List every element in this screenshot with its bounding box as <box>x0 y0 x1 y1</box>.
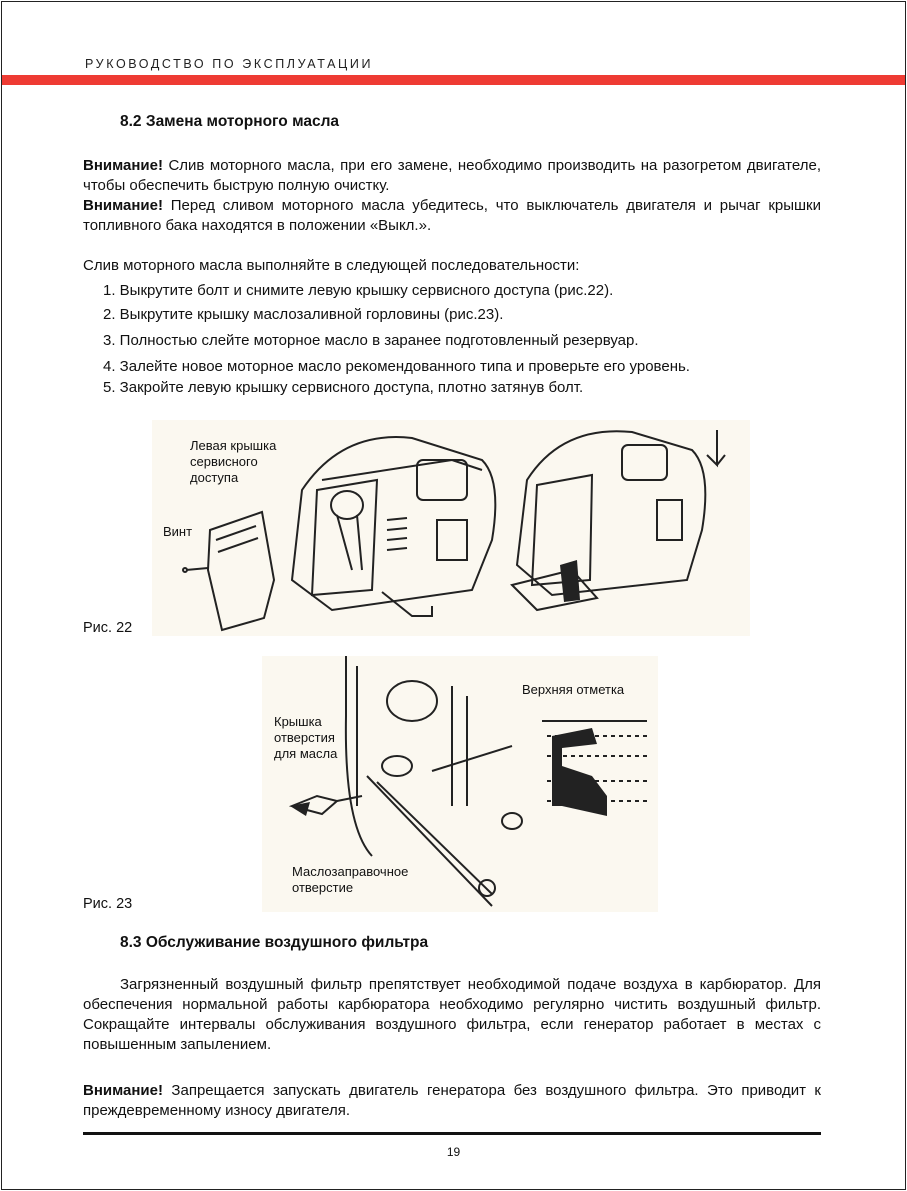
warning-text: Слив моторного масла, при его замене, необходимо производить на разогретом двигателе, чтобы обеспечить быструю полную очистку. <box>83 157 821 194</box>
figure-22-caption: Рис. 22 <box>83 620 133 636</box>
label-upper-mark: Верхняя отметка <box>522 682 625 697</box>
list-item: 5. Закройте левую крышку сервисного доступа, плотно затянув болт. <box>103 379 584 396</box>
filter-warning <box>83 1081 821 1121</box>
figure-22-illustration <box>152 420 750 636</box>
footer-rule <box>83 1132 821 1135</box>
label-cover: Левая крышка сервисного доступа <box>190 438 277 485</box>
section-heading-oil: 8.2 Замена моторного масла <box>120 113 340 130</box>
figure-23-illustration <box>262 656 658 912</box>
list-item: 4. Залейте новое моторное масло рекомендованного типа и проверьте его уровень. <box>103 358 690 375</box>
header-accent-bar <box>2 75 905 85</box>
list-item: 1. Выкрутите болт и снимите левую крышку сервисного доступа (рис.22). <box>103 282 614 299</box>
page-number: 19 <box>446 1145 461 1159</box>
running-header: РУКОВОДСТВО ПО ЭКСПЛУАТАЦИИ <box>85 57 374 71</box>
warning-text: Запрещается запускать двигатель генератора без воздушного фильтра. Это приводит к преждевременному износу двигателя. <box>83 1082 821 1119</box>
section-heading-filter: 8.3 Обслуживание воздушного фильтра <box>120 934 429 951</box>
label-oil-filler: Маслозаправочное отверстие <box>292 864 409 895</box>
filter-paragraph: Загрязненный воздушный фильтр препятствует необходимой подаче воздуха в карбюратор. Для обеспечения нормальной работы карбюратора необходимо регулярно чистить воздушный фильтр. Сокращайте интервалы обслуживания воздушного фильтра, если генератор работает в местах с повышенным запылением. <box>83 976 821 1053</box>
warning-paragraph-2 <box>83 196 821 236</box>
label-oil-cap: Крышка отверстия для масла <box>274 714 338 761</box>
warning-label: Внимание! <box>83 157 163 174</box>
list-item: 3. Полностью слейте моторное масло в заранее подготовленный резервуар. <box>103 332 639 349</box>
label-screw: Винт <box>163 524 193 539</box>
figure-23-caption: Рис. 23 <box>83 896 133 912</box>
warning-label: Внимание! <box>83 1082 163 1099</box>
warning-paragraph-1 <box>83 156 821 196</box>
list-item: 2. Выкрутите крышку маслозаливной горловины (рис.23). <box>103 306 504 323</box>
warning-text: Перед сливом моторного масла убедитесь, что выключатель двигателя и рычаг крышки топливного бака находятся в положении «Выкл.». <box>83 197 821 234</box>
procedure-intro: Слив моторного масла выполняйте в следующей последовательности: <box>83 257 580 274</box>
warning-label: Внимание! <box>83 197 163 214</box>
